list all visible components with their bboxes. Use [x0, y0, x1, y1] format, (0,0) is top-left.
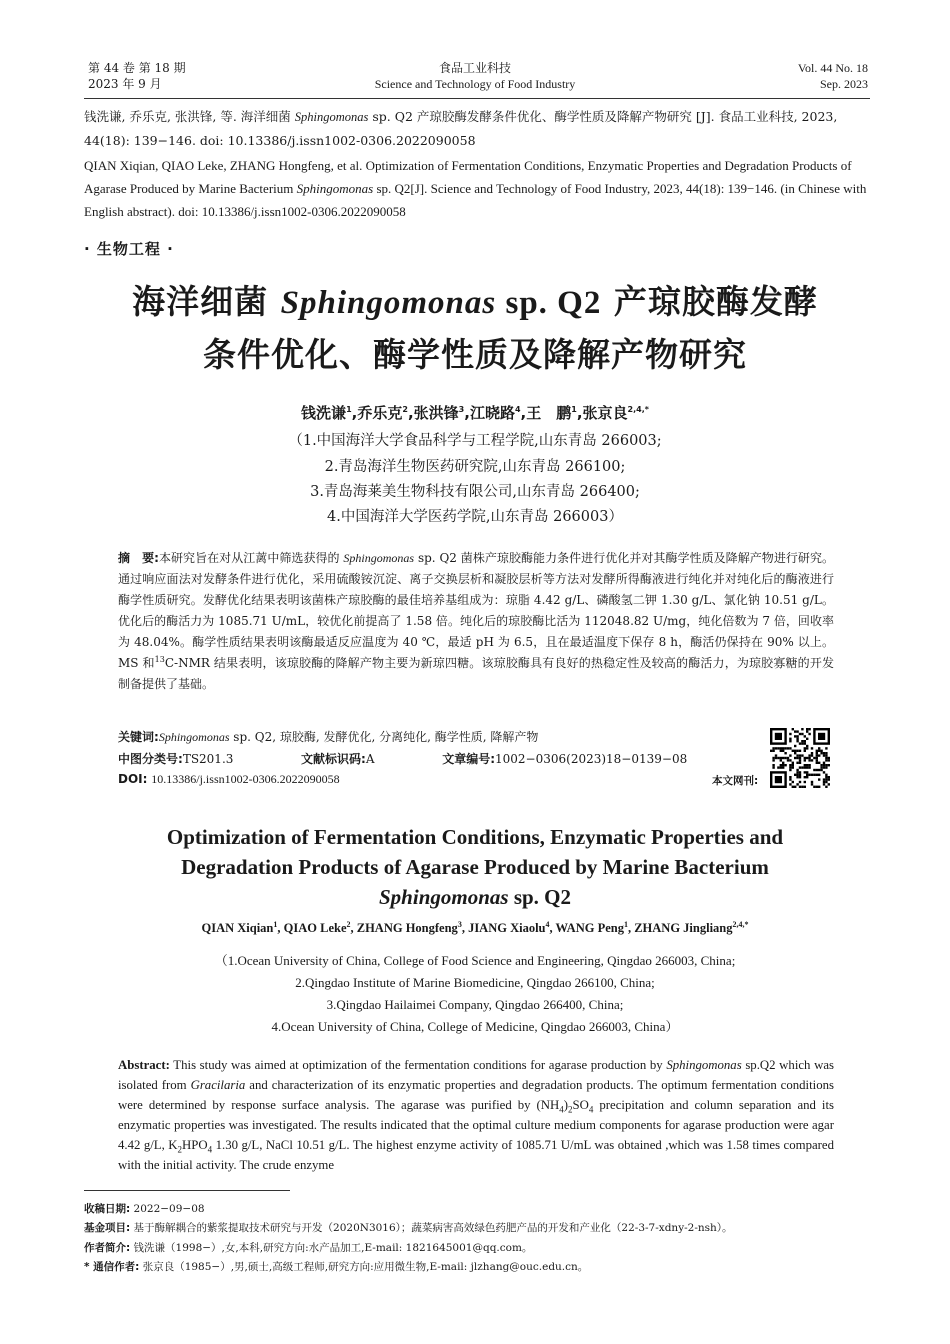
abstract-en-t2: sp.Q2 which was isolated from	[118, 1058, 834, 1092]
abstract-en	[118, 1055, 834, 1175]
citation-en-species: Sphingomonas	[296, 181, 374, 196]
affiliation-en-1: （1.Ocean University of China, College of Food Science and Engineering, Qingdao 266003, China;	[214, 953, 736, 968]
abstract-en-t5: SO	[572, 1098, 589, 1112]
abstract-cn-sup13: 13	[154, 655, 165, 664]
author-name: 张洪锋	[413, 404, 459, 422]
authors-en	[0, 921, 950, 936]
author-name: ZHANG Jingliang	[634, 921, 733, 935]
footnote-fund	[84, 1220, 733, 1236]
citation-en-text-b: sp. Q2[J]. Science and Technology of Food Industry, 2023, 44(18): 139−146. (in Chinese with English abstract). doi: 10.13386/j.issn1002-0306.2022090058	[84, 181, 867, 219]
title-cn-part2: sp. Q2	[496, 285, 602, 321]
author-affiliation-marker: 4	[545, 919, 550, 929]
author-separator: ,	[351, 404, 358, 422]
doi-label: DOI:	[118, 772, 148, 786]
affiliation-cn-4: 4.中国海洋大学医药学院,山东青岛 266003）	[327, 509, 623, 525]
authors-cn	[0, 402, 950, 423]
author-affiliation-marker: 2,4,*	[732, 919, 749, 929]
article-number: 1002−0306(2023)18−0139−08	[495, 752, 688, 766]
title-cn	[60, 276, 890, 381]
clc-label: 中图分类号:	[118, 752, 183, 766]
citation-en-text: QIAN Xiqian, QIAO Leke, ZHANG Hongfeng, et al. Optimization of Fermentation Conditions, Enzymatic Properties and Degradation Products of Agarase Produced by Marine Bacterium	[84, 158, 852, 196]
clc-number: TS201.3	[182, 752, 234, 766]
abstract-en-sub: 2	[568, 1104, 573, 1115]
author-separator: ,	[350, 921, 357, 935]
abstract-en-t1: This study was aimed at optimization of the fermentation conditions for agarase production by	[169, 1058, 667, 1072]
abstract-en-sub: 4	[588, 1104, 594, 1115]
journal-name-en: Science and Technology of Food Industry	[374, 77, 576, 91]
affiliation-cn-1: （1.中国海洋大学食品科学与工程学院,山东青岛 266003;	[288, 433, 662, 449]
author-name: ZHANG Hongfeng	[356, 921, 458, 935]
author-affiliation-marker: 2	[346, 919, 351, 929]
title-en-line2: Degradation Products of Agarase Produced by Marine Bacterium	[181, 855, 769, 879]
author-separator: ,	[576, 404, 583, 422]
qr-code-icon[interactable]	[770, 728, 830, 788]
abstract-en-t7: HPO	[182, 1138, 208, 1152]
title-en-species: Sphingomonas	[379, 885, 509, 909]
fund-label: 基金项目:	[84, 1222, 131, 1234]
header-rule	[84, 98, 870, 99]
citation-en	[84, 154, 870, 223]
author-affiliation-marker: 1	[346, 405, 352, 414]
date-cn: 2023 年 9 月	[88, 77, 162, 91]
title-cn-species: Sphingomonas	[280, 285, 497, 321]
keywords-cn	[118, 728, 758, 747]
fund-text: 基于酶解耦合的紫浆提取技术研究与开发（2020N3016）；蔬菜病害高效绿色药肥产品的开发和产业化（22-3-7-xdny-2-nsh）。	[130, 1222, 733, 1234]
author-separator: ,	[549, 921, 556, 935]
doi-line	[118, 770, 340, 789]
abstract-en-t6: precipitation and column separation and its enzymatic properties was investigated. The results indicated that the optimal culture medium components for agarase production were agar 4.42 g/L, K	[118, 1098, 835, 1152]
author-name: WANG Peng	[555, 921, 624, 935]
abstract-cn-text-a: 本研究旨在对从江蓠中筛选获得的	[158, 551, 344, 565]
abstract-cn-label: 摘 要:	[118, 551, 159, 565]
received-label: 收稿日期:	[84, 1203, 131, 1215]
author-affiliation-marker: 2	[402, 405, 408, 414]
doc-code-label: 文献标识码:	[301, 752, 366, 766]
qr-label: 本文网刊:	[712, 775, 759, 787]
footnote-author	[84, 1240, 532, 1256]
abstract-en-sub: 4	[207, 1144, 213, 1155]
affiliation-en-3: 3.Qingdao Hailaimei Company, Qingdao 266400, China;	[326, 997, 624, 1012]
abstract-en-t3: and characterization of its enzymatic properties and degradation products. The optimum fermentation conditions were determined by response surface analysis. The agarase was purified by (NH	[118, 1078, 835, 1112]
abstract-cn	[118, 548, 834, 695]
footnote-corresponding	[84, 1259, 588, 1275]
author-affiliation-marker: 4	[514, 405, 521, 414]
abstract-en-label: Abstract:	[118, 1058, 170, 1072]
author-name: 乔乐克	[357, 404, 403, 422]
received-date: 2022−09−08	[130, 1203, 205, 1215]
title-en	[80, 822, 870, 912]
abstract-en-sub: 4	[559, 1104, 564, 1115]
author-affiliation-marker: 2,4,*	[627, 405, 649, 414]
title-en-line3	[80, 882, 870, 912]
title-en-suffix: sp. Q2	[508, 885, 571, 909]
footnote-received	[84, 1201, 205, 1217]
author-separator: ,	[627, 921, 635, 935]
affiliation-cn-3: 3.青岛海莱美生物科技有限公司,山东青岛 266400;	[310, 484, 640, 500]
keywords-cn-label: 关键词:	[118, 730, 159, 744]
keywords-cn-species: Sphingomonas	[158, 730, 230, 744]
article-number-label: 文章编号:	[442, 752, 495, 766]
citation-cn-text: 钱洗谦, 乔乐克, 张洪锋, 等. 海洋细菌	[84, 109, 295, 124]
footnote-rule	[84, 1190, 290, 1191]
abstract-en-t4: )	[563, 1098, 569, 1112]
author-separator: ,	[464, 404, 470, 422]
journal-name-cn: 食品工业科技	[438, 61, 511, 75]
date-en: Sep. 2023	[820, 77, 868, 91]
affiliation-cn-2: 2.青岛海洋生物医药研究院,山东青岛 266100;	[324, 459, 626, 475]
author-affiliation-marker: 1	[571, 405, 577, 414]
affiliation-en-4: 4.Ocean University of China, College of Medicine, Qingdao 266003, China）	[271, 1019, 679, 1034]
classification-line	[118, 750, 687, 769]
title-en-line1: Optimization of Fermentation Conditions, Enzymatic Properties and	[166, 825, 784, 849]
citation-cn	[84, 105, 870, 152]
section-tag: · 生物工程 ·	[84, 240, 174, 258]
author-name: 张京良	[582, 404, 628, 422]
affiliation-en-2: 2.Qingdao Institute of Marine Biomedicine, Qingdao 266100, China;	[295, 975, 655, 990]
author-affiliation-marker: 1	[273, 919, 278, 929]
abstract-en-species: Sphingomonas	[666, 1058, 742, 1072]
citation-cn-species: Sphingomonas	[294, 110, 369, 124]
doc-code: A	[365, 752, 375, 766]
title-cn-line2: 条件优化、酶学性质及降解产物研究	[203, 335, 747, 374]
author-name: 王 鹏	[526, 404, 572, 422]
corresponding-label: * 通信作者:	[84, 1261, 140, 1273]
author-name: 江晓路	[469, 404, 515, 422]
abstract-cn-text-b: sp. Q2 菌株产琼胶酶能力条件进行优化并对其酶学性质及降解产物进行研究。通过响应面法对发酵条件进行优化，采用硫酸铵沉淀、离子交换层析和凝胶层析等方法对发酵所得酶液进行纯化并对纯化后的酶液进行酶学性质研究。发酵优化结果表明该菌株产琼胶酶的最佳培养基组成为：琼脂 4.42 g/L、磷酸氢二钾 1.30 g/L、氯化钠 10.51 g/L。优化后的酶活力为 1085.71 U/mL，较优化前提高了 1.58 倍。纯化后的琼胶酶比活为 112048.82 U/mg，纯化倍数为 7 倍，回收率为 48.04%。酶学性质结果表明该酶最适反应温度为 40 ℃，最适 pH 为 6.5，且在最适温度下保存 8 h，酶活仍保持在 90% 以上。MS 和	[118, 551, 834, 670]
keywords-cn-text: sp. Q2, 琼胶酶, 发酵优化, 分离纯化, 酶学性质, 降解产物	[229, 730, 539, 744]
citation-cn-text-b: sp. Q2 产琼胶酶发酵条件优化、酶学性质及降解产物研究 [J]. 食品工业科技, 2023, 44(18): 139−146. doi: 10.13386/j.issn1002-0306.2022090058	[84, 109, 838, 148]
running-header-right	[798, 60, 868, 92]
author-bio-label: 作者简介:	[84, 1242, 131, 1254]
doi-link[interactable]: 10.13386/j.issn1002-0306.2022090058	[151, 772, 340, 786]
author-name: QIAO Leke	[283, 921, 347, 935]
author-name: QIAN Xiqian	[201, 921, 274, 935]
corresponding-text: 张京良（1985−）,男,硕士,高级工程师,研究方向:应用微生物,E-mail: jlzhang@ouc.edu.cn。	[139, 1261, 589, 1273]
volume-issue-en: Vol. 44 No. 18	[797, 61, 868, 75]
author-affiliation-marker: 3	[457, 919, 462, 929]
author-separator: ,	[277, 921, 284, 935]
abstract-en-sub: 2	[177, 1144, 183, 1155]
title-cn-part3: 产琼胶酶发酵	[601, 282, 818, 321]
author-name: JIANG Xiaolu	[468, 921, 546, 935]
abstract-cn-text-c: C-NMR 结果表明，该琼胶酶的降解产物主要为新琼四糖。该琼胶酶具有良好的热稳定性及较高的酶活力，为琼胶寡糖的开发制备提供了基础。	[118, 656, 834, 691]
abstract-en-t8: 1.30 g/L, NaCl 10.51 g/L. The highest enzyme activity of 1085.71 U/mL was obtained ,which was 1.58 times compared with the initial activity. The crude enzyme	[118, 1138, 834, 1172]
author-affiliation-marker: 3	[458, 405, 465, 414]
author-name: 钱洗谦	[301, 404, 347, 422]
title-cn-part1: 海洋细菌	[132, 282, 281, 321]
abstract-en-gracilaria: Gracilaria	[190, 1078, 246, 1092]
volume-issue-cn: 第 44 卷 第 18 期	[88, 61, 186, 75]
author-affiliation-marker: 1	[623, 919, 628, 929]
title-cn-line1	[60, 276, 890, 329]
abstract-cn-species: Sphingomonas	[343, 551, 415, 565]
author-separator: ,	[461, 921, 469, 935]
author-separator: ,	[407, 404, 414, 422]
author-bio-text: 钱洗谦（1998−）,女,本科,研究方向:水产品加工,E-mail: 1821645001@qq.com。	[130, 1242, 533, 1254]
author-separator: ,	[520, 404, 527, 422]
